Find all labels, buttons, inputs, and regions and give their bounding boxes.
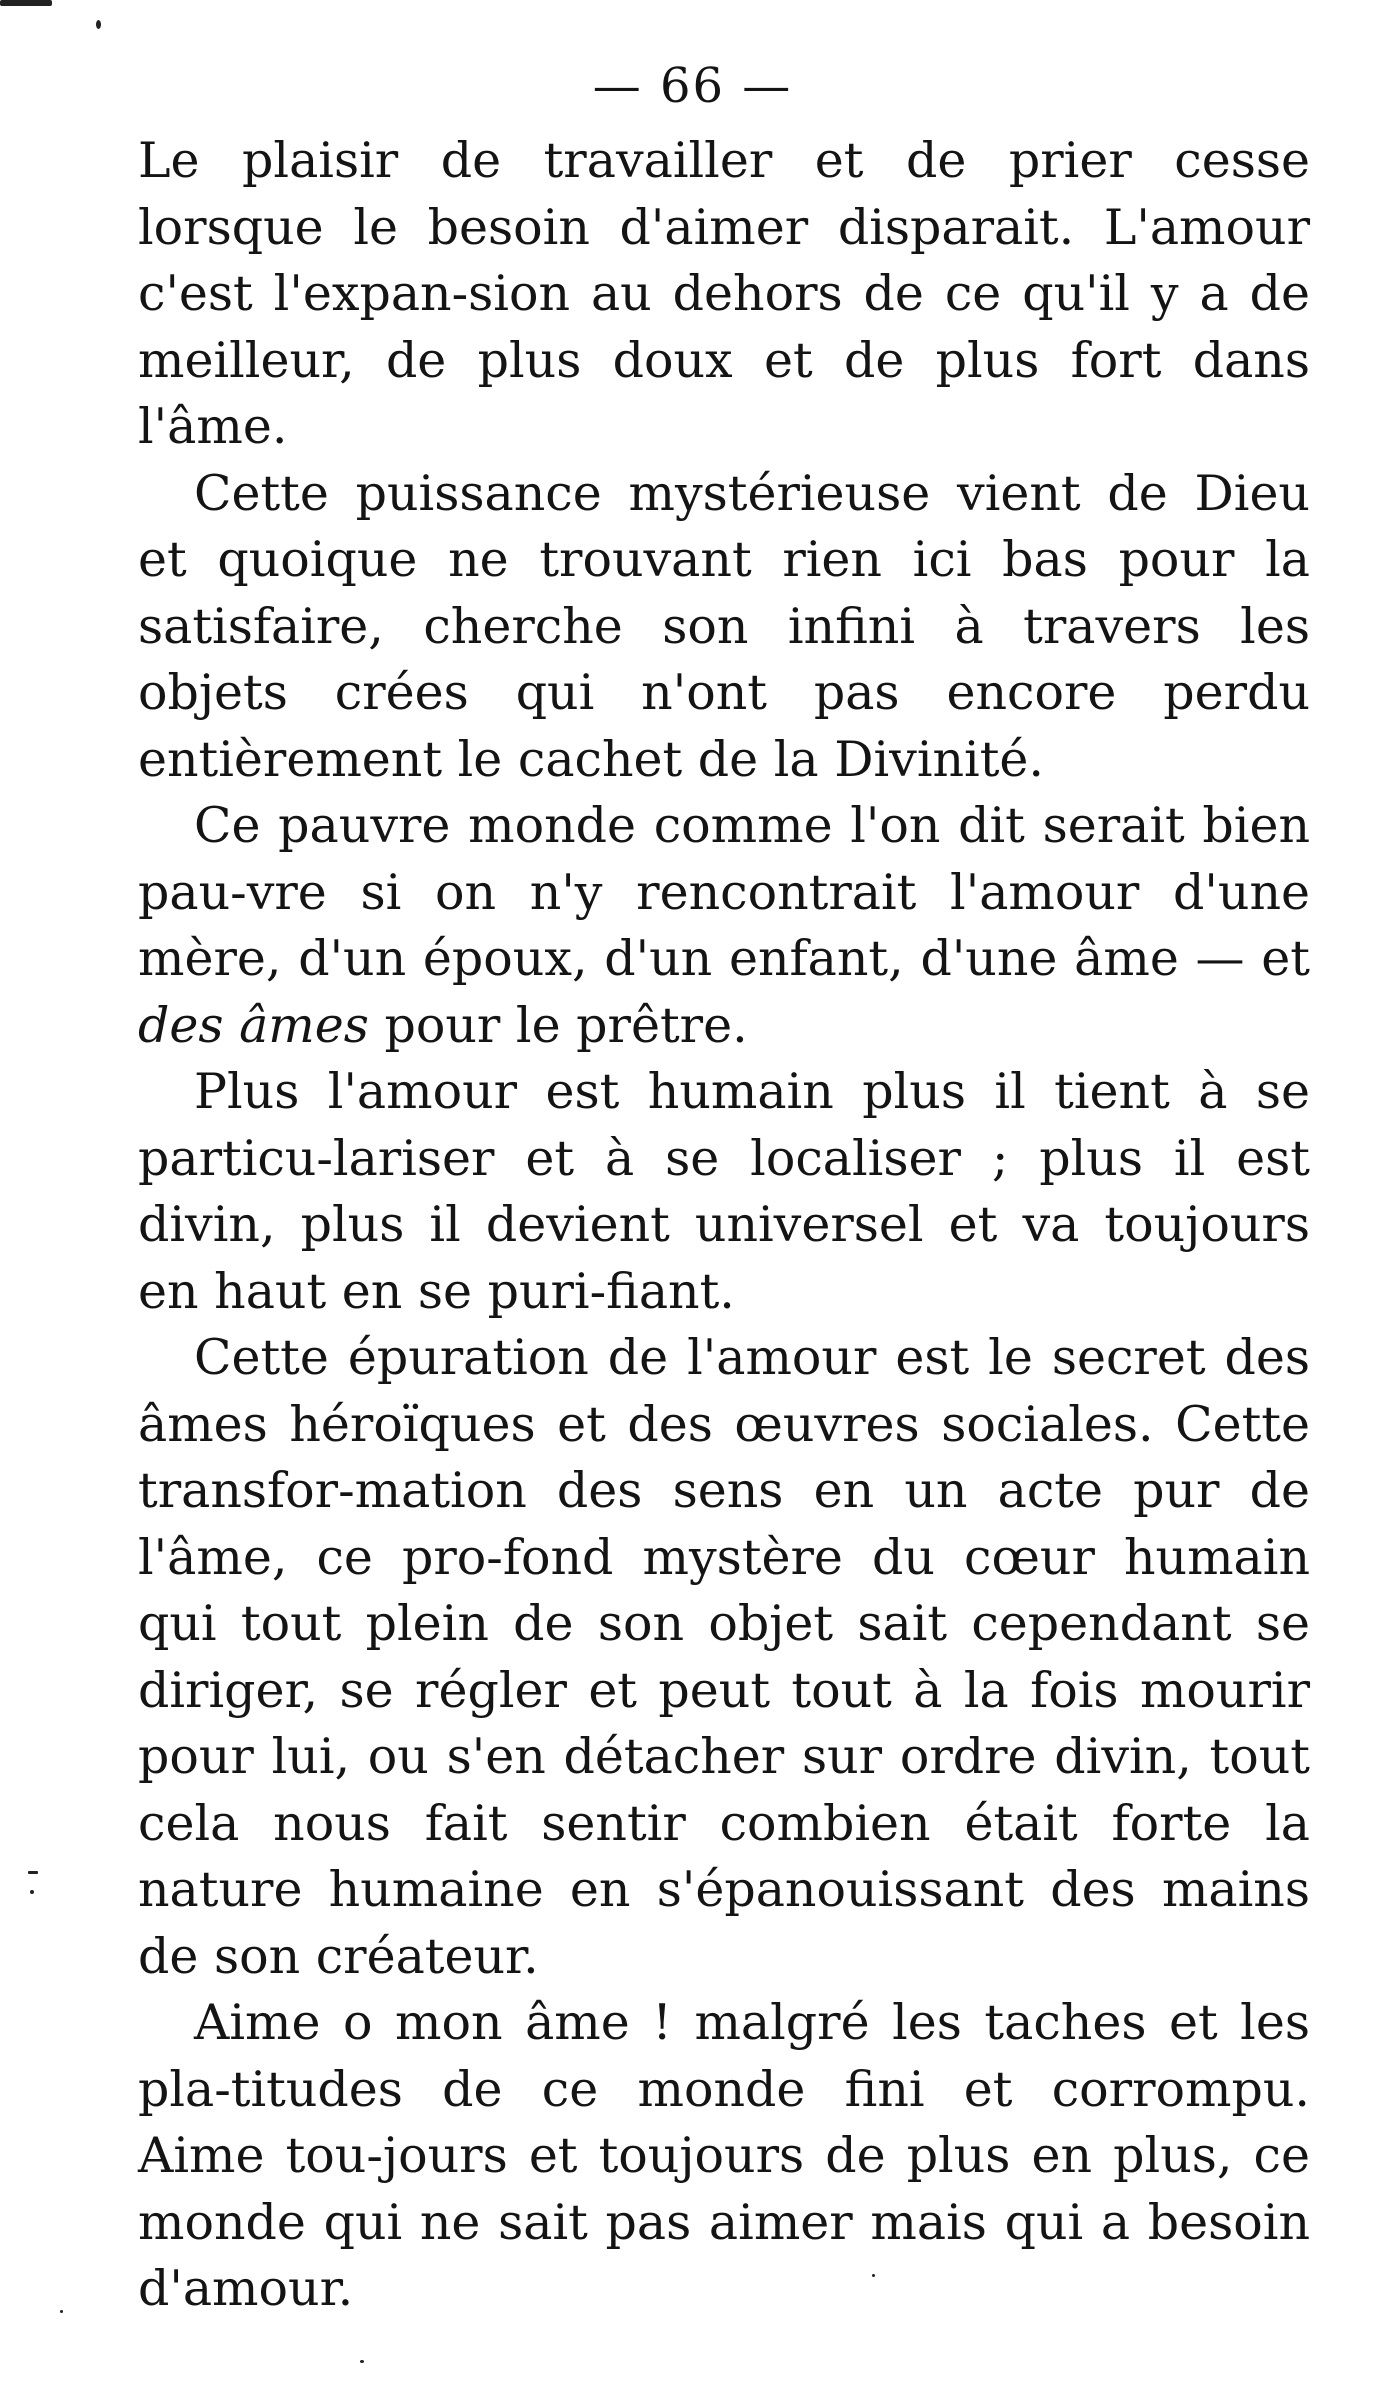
paragraph-3-text-after: pour le prêtre. [368,996,748,1054]
page-number: — 66 — [592,58,793,114]
scan-speck [360,2360,364,2363]
paragraph-1: Le plaisir de travailler et de prier cesse lorsque le besoin d'aimer disparait. L'amour c'est l'expan-sion au dehors de ce qu'il y a de meilleur, de plus doux et de plus fort dans l'âme. [138,132,1310,455]
paragraph-5: Cette épuration de l'amour est le secret des âmes héroïques et des œuvres sociales. Cette transfor-mation des sens en un acte pur de l'âme, ce pro-fond mystère du cœur humain qui tout plein de son objet sait cependant se diriger, se régler et peut tout à la fois mourir pour lui, ou s'en détacher sur ordre divin, tout cela nous fait sentir combien était forte la nature humaine en s'épanouissant des mains de son créateur. [138,1329,1310,1985]
paragraph-3-text-before: Ce pauvre monde comme l'on dit serait bien pau-vre si on n'y rencontrait l'amour d'une mère, d'un époux, d'un enfant, d'une âme — et [138,797,1310,987]
paragraph-4: Plus l'amour est humain plus il tient à se particu-lariser et à se localiser ; plus il est divin, plus il devient universel et va toujours en haut en se puri-fiant. [138,1063,1310,1320]
scan-speck [60,2310,63,2313]
paragraph-3-italic-phrase: des âmes [138,996,369,1054]
scan-speck [96,20,101,29]
paragraph-6: Aime o mon âme ! malgré les taches et les pla-titudes de ce monde fini et corrompu. Aime tou-jours et toujours de plus en plus, ce monde qui ne sait pas aimer mais qui a besoin d'amour. [138,1994,1310,2317]
body-text [138,128,1310,2323]
scan-speck [872,2274,875,2277]
paragraph-2: Cette puissance mystérieuse vient de Dieu et quoique ne trouvant rien ici bas pour la satisfaire, cherche son infini à travers les objets crées qui n'ont pas encore perdu entièrement le cachet de la Divinité. [138,464,1310,788]
scan-speck [0,0,52,6]
scan-speck [30,1890,34,1894]
paragraph-3 [138,793,1310,1059]
scan-speck [28,1871,38,1874]
